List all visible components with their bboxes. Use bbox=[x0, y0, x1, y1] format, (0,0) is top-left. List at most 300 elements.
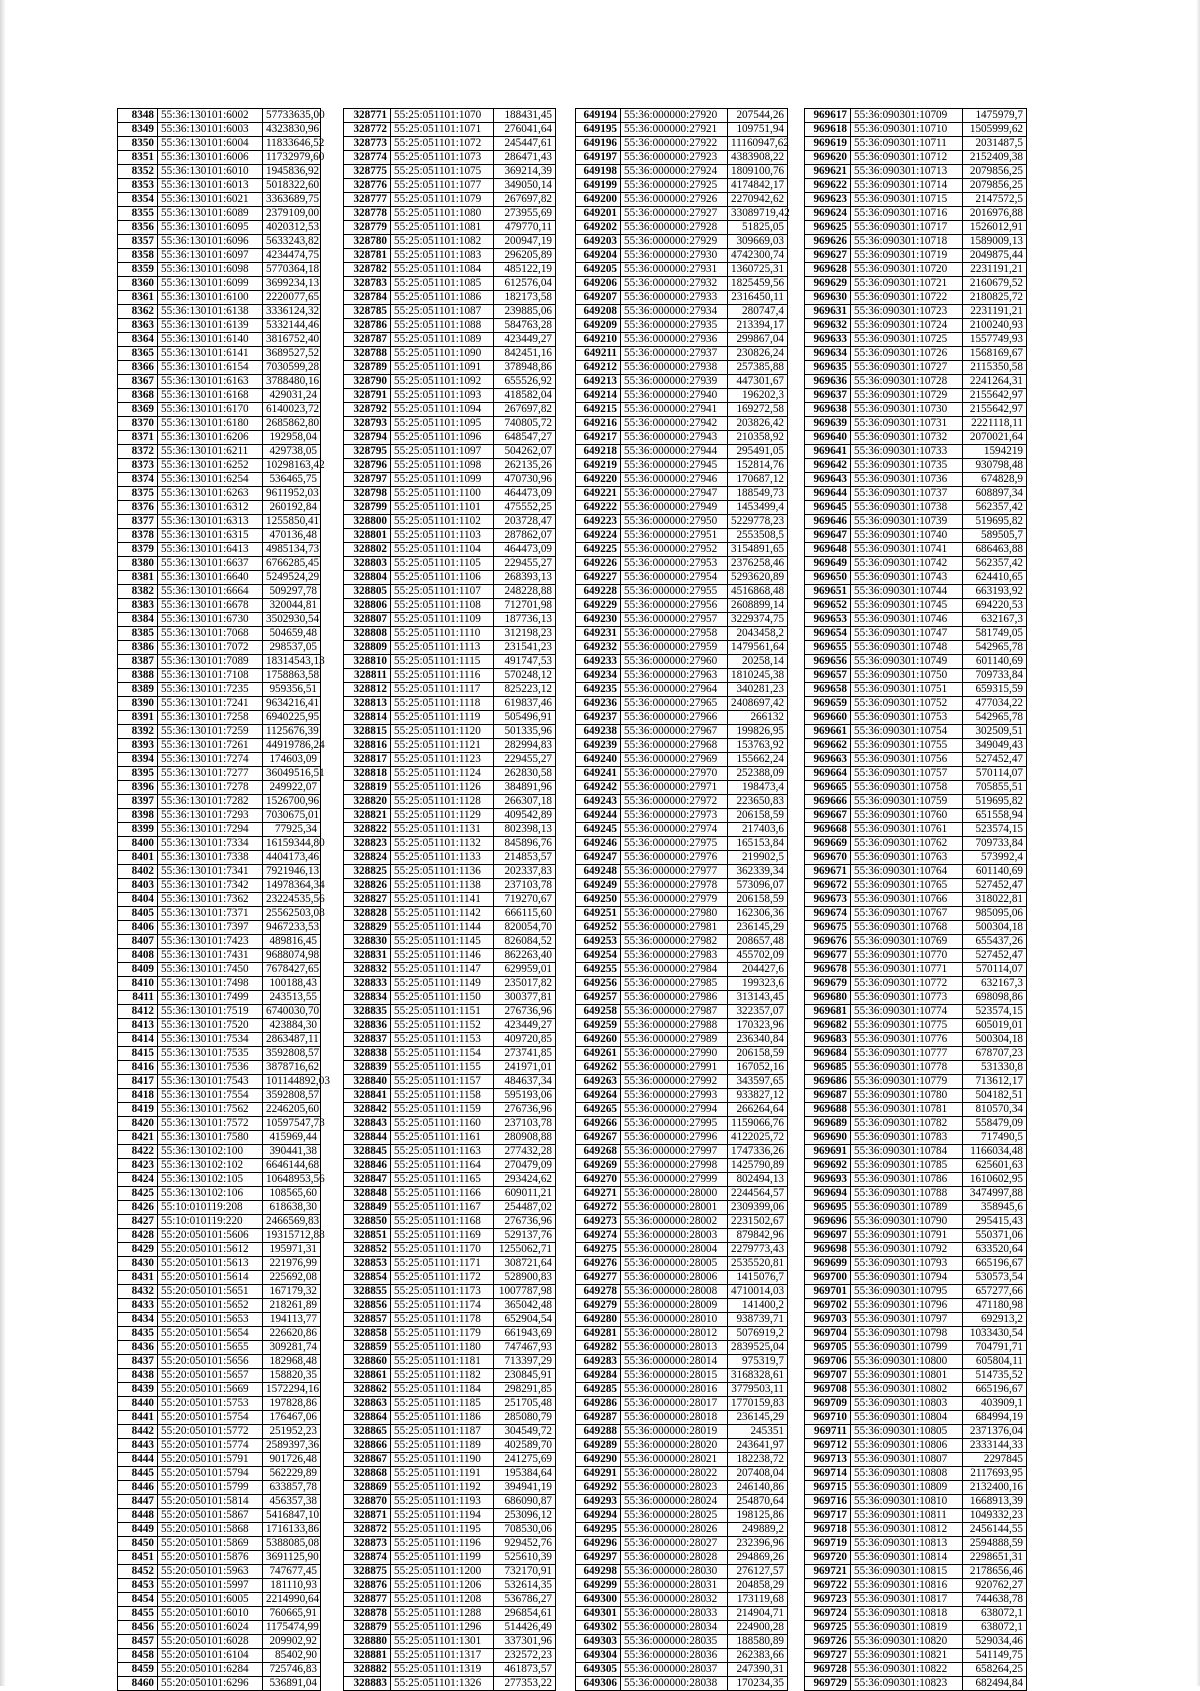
table-row bbox=[344, 165, 556, 179]
cadastral-number: 55:36:130101:7423 bbox=[158, 935, 263, 949]
cadastral-value: 2155642,97 bbox=[963, 389, 1027, 403]
table-row bbox=[805, 1229, 1027, 1243]
cadastral-number: 55:36:090301:10769 bbox=[851, 935, 963, 949]
cadastral-value: 6766285,45 bbox=[263, 557, 321, 571]
row-number: 649239 bbox=[576, 739, 621, 753]
cadastral-value: 3502930,54 bbox=[263, 613, 321, 627]
table-row bbox=[344, 123, 556, 137]
cadastral-value: 2079856,25 bbox=[963, 165, 1027, 179]
table-row bbox=[576, 1579, 788, 1593]
table-row bbox=[118, 585, 321, 599]
table-row bbox=[805, 1523, 1027, 1537]
row-number: 328795 bbox=[344, 445, 391, 459]
table-row bbox=[344, 543, 556, 557]
cadastral-number: 55:25:051101:1182 bbox=[391, 1369, 494, 1383]
cadastral-number: 55:36:000000:27921 bbox=[621, 123, 728, 137]
cadastral-value: 320044,81 bbox=[263, 599, 321, 613]
cadastral-value: 236145,29 bbox=[728, 1411, 788, 1425]
row-number: 8369 bbox=[118, 403, 158, 417]
cadastral-number: 55:20:050101:5799 bbox=[158, 1481, 263, 1495]
cadastral-number: 55:20:050101:5876 bbox=[158, 1551, 263, 1565]
row-number: 649270 bbox=[576, 1173, 621, 1187]
table-row bbox=[576, 1411, 788, 1425]
row-number: 649201 bbox=[576, 207, 621, 221]
cadastral-number: 55:36:000000:27936 bbox=[621, 333, 728, 347]
cadastral-value: 226620,86 bbox=[263, 1327, 321, 1341]
table-row bbox=[118, 935, 321, 949]
cadastral-value: 2685862,80 bbox=[263, 417, 321, 431]
cadastral-number: 55:36:090301:10752 bbox=[851, 697, 963, 711]
table-row bbox=[344, 683, 556, 697]
row-number: 328830 bbox=[344, 935, 391, 949]
cadastral-value: 2079856,25 bbox=[963, 179, 1027, 193]
table-row bbox=[118, 1341, 321, 1355]
cadastral-value: 262830,58 bbox=[494, 767, 556, 781]
cadastral-value: 2231191,21 bbox=[963, 263, 1027, 277]
cadastral-value: 632167,3 bbox=[963, 977, 1027, 991]
table-row bbox=[344, 1509, 556, 1523]
cadastral-number: 55:36:130101:7108 bbox=[158, 669, 263, 683]
cadastral-value: 202337,83 bbox=[494, 865, 556, 879]
cadastral-value: 747467,93 bbox=[494, 1341, 556, 1355]
row-number: 8432 bbox=[118, 1285, 158, 1299]
cadastral-number: 55:36:000000:28020 bbox=[621, 1439, 728, 1453]
cadastral-value: 11160947,62 bbox=[728, 137, 788, 151]
cadastral-value: 2031487,5 bbox=[963, 137, 1027, 151]
cadastral-number: 55:36:130101:6730 bbox=[158, 613, 263, 627]
table-row bbox=[576, 781, 788, 795]
cadastral-number: 55:25:051101:1174 bbox=[391, 1299, 494, 1313]
cadastral-number: 55:25:051101:1094 bbox=[391, 403, 494, 417]
table-row bbox=[344, 263, 556, 277]
cadastral-value: 479770,11 bbox=[494, 221, 556, 235]
table-row bbox=[576, 487, 788, 501]
row-number: 8424 bbox=[118, 1173, 158, 1187]
cadastral-number: 55:36:090301:10805 bbox=[851, 1425, 963, 1439]
table-row bbox=[805, 1453, 1027, 1467]
cadastral-value: 901726,48 bbox=[263, 1453, 321, 1467]
row-number: 649232 bbox=[576, 641, 621, 655]
cadastral-number: 55:36:000000:27968 bbox=[621, 739, 728, 753]
row-number: 649256 bbox=[576, 977, 621, 991]
row-number: 969631 bbox=[805, 305, 851, 319]
cadastral-value: 717490,5 bbox=[963, 1131, 1027, 1145]
cadastral-value: 2553508,5 bbox=[728, 529, 788, 543]
table-row bbox=[576, 459, 788, 473]
cadastral-value: 570248,12 bbox=[494, 669, 556, 683]
cadastral-value: 197828,86 bbox=[263, 1397, 321, 1411]
cadastral-number: 55:36:000000:27946 bbox=[621, 473, 728, 487]
cadastral-value: 5770364,18 bbox=[263, 263, 321, 277]
cadastral-number: 55:36:090301:10798 bbox=[851, 1327, 963, 1341]
cadastral-number: 55:36:130101:7534 bbox=[158, 1033, 263, 1047]
cadastral-value: 295415,43 bbox=[963, 1215, 1027, 1229]
cadastral-value: 5249524,29 bbox=[263, 571, 321, 585]
row-number: 328801 bbox=[344, 529, 391, 543]
table-row bbox=[118, 1439, 321, 1453]
cadastral-number: 55:36:130101:7235 bbox=[158, 683, 263, 697]
row-number: 969690 bbox=[805, 1131, 851, 1145]
table-row bbox=[805, 1509, 1027, 1523]
cadastral-value: 471180,98 bbox=[963, 1299, 1027, 1313]
scan-edge-right bbox=[1196, 0, 1200, 1686]
table-row bbox=[576, 207, 788, 221]
cadastral-number: 55:25:051101:1189 bbox=[391, 1439, 494, 1453]
table-row bbox=[576, 1635, 788, 1649]
row-number: 969700 bbox=[805, 1271, 851, 1285]
cadastral-number: 55:36:090301:10813 bbox=[851, 1537, 963, 1551]
cadastral-number: 55:25:051101:1194 bbox=[391, 1509, 494, 1523]
cadastral-value: 648547,27 bbox=[494, 431, 556, 445]
cadastral-number: 55:36:000000:27995 bbox=[621, 1117, 728, 1131]
cadastral-value: 826084,52 bbox=[494, 935, 556, 949]
table-row bbox=[805, 361, 1027, 375]
cadastral-value: 280908,88 bbox=[494, 1131, 556, 1145]
cadastral-number: 55:25:051101:1086 bbox=[391, 291, 494, 305]
cadastral-value: 249922,07 bbox=[263, 781, 321, 795]
cadastral-value: 455702,09 bbox=[728, 949, 788, 963]
row-number: 969697 bbox=[805, 1229, 851, 1243]
row-number: 969641 bbox=[805, 445, 851, 459]
cadastral-number: 55:36:000000:27985 bbox=[621, 977, 728, 991]
cadastral-value: 608897,34 bbox=[963, 487, 1027, 501]
row-number: 649195 bbox=[576, 123, 621, 137]
cadastral-number: 55:36:090301:10738 bbox=[851, 501, 963, 515]
row-number: 649246 bbox=[576, 837, 621, 851]
table-row bbox=[118, 1369, 321, 1383]
table-row bbox=[344, 837, 556, 851]
cadastral-number: 55:36:130101:7554 bbox=[158, 1089, 263, 1103]
cadastral-number: 55:36:090301:10751 bbox=[851, 683, 963, 697]
cadastral-number: 55:25:051101:1093 bbox=[391, 389, 494, 403]
row-number: 649272 bbox=[576, 1201, 621, 1215]
cadastral-value: 661943,69 bbox=[494, 1327, 556, 1341]
row-number: 649297 bbox=[576, 1551, 621, 1565]
row-number: 328806 bbox=[344, 599, 391, 613]
cadastral-number: 55:25:051101:1142 bbox=[391, 907, 494, 921]
cadastral-number: 55:25:051101:1115 bbox=[391, 655, 494, 669]
cadastral-value: 2839525,04 bbox=[728, 1341, 788, 1355]
cadastral-number: 55:36:090301:10778 bbox=[851, 1061, 963, 1075]
row-number: 8362 bbox=[118, 305, 158, 319]
cadastral-value: 7678427,65 bbox=[263, 963, 321, 977]
cadastral-number: 55:36:090301:10765 bbox=[851, 879, 963, 893]
cadastral-value: 19315712,88 bbox=[263, 1229, 321, 1243]
table-row bbox=[576, 977, 788, 991]
cadastral-value: 312198,23 bbox=[494, 627, 556, 641]
cadastral-value: 529034,46 bbox=[963, 1635, 1027, 1649]
table-row bbox=[118, 137, 321, 151]
cadastral-value: 2333144,33 bbox=[963, 1439, 1027, 1453]
table-row bbox=[805, 1467, 1027, 1481]
table-row bbox=[576, 907, 788, 921]
cadastral-value: 562229,89 bbox=[263, 1467, 321, 1481]
row-number: 8352 bbox=[118, 165, 158, 179]
table-row bbox=[576, 1341, 788, 1355]
table-row bbox=[118, 627, 321, 641]
cadastral-number: 55:25:051101:1141 bbox=[391, 893, 494, 907]
row-number: 328825 bbox=[344, 865, 391, 879]
cadastral-value: 224900,28 bbox=[728, 1621, 788, 1635]
table-row bbox=[118, 1299, 321, 1313]
table-row bbox=[344, 375, 556, 389]
cadastral-number: 55:36:090301:10811 bbox=[851, 1509, 963, 1523]
row-number: 969698 bbox=[805, 1243, 851, 1257]
cadastral-value: 77925,34 bbox=[263, 823, 321, 837]
cadastral-value: 402589,70 bbox=[494, 1439, 556, 1453]
row-number: 649262 bbox=[576, 1061, 621, 1075]
row-number: 649215 bbox=[576, 403, 621, 417]
table-row bbox=[118, 725, 321, 739]
table-row bbox=[805, 1621, 1027, 1635]
cadastral-value: 1425790,89 bbox=[728, 1159, 788, 1173]
row-number: 8390 bbox=[118, 697, 158, 711]
cadastral-number: 55:36:130101:6640 bbox=[158, 571, 263, 585]
cadastral-value: 725746,83 bbox=[263, 1663, 321, 1677]
row-number: 328872 bbox=[344, 1523, 391, 1537]
cadastral-value: 509297,78 bbox=[263, 585, 321, 599]
cadastral-value: 485122,19 bbox=[494, 263, 556, 277]
table-row bbox=[344, 1369, 556, 1383]
cadastral-value: 195384,64 bbox=[494, 1467, 556, 1481]
cadastral-value: 187736,13 bbox=[494, 613, 556, 627]
row-number: 649245 bbox=[576, 823, 621, 837]
row-number: 969655 bbox=[805, 641, 851, 655]
cadastral-value: 378948,86 bbox=[494, 361, 556, 375]
row-number: 8413 bbox=[118, 1019, 158, 1033]
row-number: 328833 bbox=[344, 977, 391, 991]
row-number: 969671 bbox=[805, 865, 851, 879]
row-number: 8402 bbox=[118, 865, 158, 879]
cadastral-number: 55:36:130101:6139 bbox=[158, 319, 263, 333]
cadastral-number: 55:36:000000:27979 bbox=[621, 893, 728, 907]
cadastral-value: 1758863,58 bbox=[263, 669, 321, 683]
cadastral-number: 55:36:000000:27978 bbox=[621, 879, 728, 893]
table-row bbox=[576, 1397, 788, 1411]
table-row bbox=[576, 613, 788, 627]
cadastral-number: 55:36:000000:27980 bbox=[621, 907, 728, 921]
cadastral-number: 55:36:000000:27937 bbox=[621, 347, 728, 361]
table-row bbox=[118, 305, 321, 319]
cadastral-number: 55:36:000000:27971 bbox=[621, 781, 728, 795]
table-row bbox=[576, 1537, 788, 1551]
table-row bbox=[576, 1117, 788, 1131]
cadastral-number: 55:36:000000:27973 bbox=[621, 809, 728, 823]
cadastral-number: 55:36:130101:6163 bbox=[158, 375, 263, 389]
row-number: 969680 bbox=[805, 991, 851, 1005]
row-number: 969640 bbox=[805, 431, 851, 445]
row-number: 649236 bbox=[576, 697, 621, 711]
cadastral-number: 55:36:130101:7362 bbox=[158, 893, 263, 907]
table-row bbox=[805, 1075, 1027, 1089]
row-number: 8364 bbox=[118, 333, 158, 347]
table-row bbox=[576, 1593, 788, 1607]
cadastral-number: 55:20:050101:6010 bbox=[158, 1607, 263, 1621]
cadastral-value: 2608899,14 bbox=[728, 599, 788, 613]
cadastral-number: 55:36:000000:28038 bbox=[621, 1677, 728, 1691]
cadastral-number: 55:25:051101:1296 bbox=[391, 1621, 494, 1635]
cadastral-value: 10298163,42 bbox=[263, 459, 321, 473]
table-row bbox=[118, 1355, 321, 1369]
table-row bbox=[344, 1411, 556, 1425]
table-row bbox=[118, 1383, 321, 1397]
table-row bbox=[805, 683, 1027, 697]
table-row bbox=[576, 921, 788, 935]
cadastral-value: 5293620,89 bbox=[728, 571, 788, 585]
table-row bbox=[344, 991, 556, 1005]
cadastral-value: 558479,09 bbox=[963, 1117, 1027, 1131]
table-row bbox=[118, 1495, 321, 1509]
row-number: 969647 bbox=[805, 529, 851, 543]
table-row bbox=[344, 179, 556, 193]
row-number: 328802 bbox=[344, 543, 391, 557]
row-number: 8456 bbox=[118, 1621, 158, 1635]
row-number: 8440 bbox=[118, 1397, 158, 1411]
table-row bbox=[576, 1271, 788, 1285]
cadastral-value: 248228,88 bbox=[494, 585, 556, 599]
table-row bbox=[805, 1173, 1027, 1187]
table-row bbox=[344, 1327, 556, 1341]
cadastral-number: 55:20:050101:6284 bbox=[158, 1663, 263, 1677]
table-row bbox=[344, 305, 556, 319]
table-row bbox=[344, 1061, 556, 1075]
table-row bbox=[576, 725, 788, 739]
cadastral-value: 229455,27 bbox=[494, 557, 556, 571]
row-number: 969685 bbox=[805, 1061, 851, 1075]
table-row bbox=[805, 809, 1027, 823]
row-number: 328853 bbox=[344, 1257, 391, 1271]
cadastral-value: 651558,94 bbox=[963, 809, 1027, 823]
row-number: 328856 bbox=[344, 1299, 391, 1313]
cadastral-number: 55:25:051101:1172 bbox=[391, 1271, 494, 1285]
cadastral-value: 230826,24 bbox=[728, 347, 788, 361]
row-number: 969728 bbox=[805, 1663, 851, 1677]
cadastral-number: 55:36:090301:10758 bbox=[851, 781, 963, 795]
cadastral-number: 55:36:000000:27951 bbox=[621, 529, 728, 543]
cadastral-value: 845896,76 bbox=[494, 837, 556, 851]
row-number: 649299 bbox=[576, 1579, 621, 1593]
cadastral-number: 55:25:051101:1106 bbox=[391, 571, 494, 585]
row-number: 328850 bbox=[344, 1215, 391, 1229]
row-number: 969727 bbox=[805, 1649, 851, 1663]
cadastral-number: 55:20:050101:5753 bbox=[158, 1397, 263, 1411]
cadastral-value: 5229778,23 bbox=[728, 515, 788, 529]
row-number: 328797 bbox=[344, 473, 391, 487]
cadastral-value: 267697,82 bbox=[494, 193, 556, 207]
table-row bbox=[576, 109, 788, 123]
row-number: 328876 bbox=[344, 1579, 391, 1593]
row-number: 328787 bbox=[344, 333, 391, 347]
cadastral-number: 55:36:000000:27938 bbox=[621, 361, 728, 375]
row-number: 969653 bbox=[805, 613, 851, 627]
cadastral-number: 55:25:051101:1123 bbox=[391, 753, 494, 767]
table-row bbox=[344, 1103, 556, 1117]
row-number: 8423 bbox=[118, 1159, 158, 1173]
cadastral-value: 298291,85 bbox=[494, 1383, 556, 1397]
row-number: 8460 bbox=[118, 1677, 158, 1691]
row-number: 8453 bbox=[118, 1579, 158, 1593]
cadastral-value: 4323830,96 bbox=[263, 123, 321, 137]
row-number: 969679 bbox=[805, 977, 851, 991]
cadastral-number: 55:36:000000:27928 bbox=[621, 221, 728, 235]
cadastral-number: 55:36:130101:7499 bbox=[158, 991, 263, 1005]
table-row bbox=[344, 403, 556, 417]
table-row bbox=[576, 823, 788, 837]
table-row bbox=[805, 1383, 1027, 1397]
table-row bbox=[576, 333, 788, 347]
table-row bbox=[576, 1509, 788, 1523]
row-number: 328834 bbox=[344, 991, 391, 1005]
cadastral-number: 55:36:000000:27944 bbox=[621, 445, 728, 459]
cadastral-value: 536891,04 bbox=[263, 1677, 321, 1691]
table-row bbox=[344, 1467, 556, 1481]
cadastral-value: 1255062,71 bbox=[494, 1243, 556, 1257]
cadastral-value: 531330,8 bbox=[963, 1061, 1027, 1075]
cadastral-number: 55:36:130101:7543 bbox=[158, 1075, 263, 1089]
row-number: 649268 bbox=[576, 1145, 621, 1159]
cadastral-number: 55:25:051101:1199 bbox=[391, 1551, 494, 1565]
cadastral-number: 55:25:051101:1077 bbox=[391, 179, 494, 193]
row-number: 8373 bbox=[118, 459, 158, 473]
cadastral-value: 4020312,53 bbox=[263, 221, 321, 235]
cadastral-number: 55:20:050101:5612 bbox=[158, 1243, 263, 1257]
cadastral-value: 1166034,48 bbox=[963, 1145, 1027, 1159]
table-row bbox=[118, 1033, 321, 1047]
table-row bbox=[344, 515, 556, 529]
row-number: 969639 bbox=[805, 417, 851, 431]
cadastral-number: 55:36:000000:28034 bbox=[621, 1621, 728, 1635]
cadastral-value: 219902,5 bbox=[728, 851, 788, 865]
row-number: 8450 bbox=[118, 1537, 158, 1551]
row-number: 8383 bbox=[118, 599, 158, 613]
row-number: 8351 bbox=[118, 151, 158, 165]
cadastral-number: 55:25:051101:1196 bbox=[391, 1537, 494, 1551]
row-number: 328820 bbox=[344, 795, 391, 809]
cadastral-value: 5332144,46 bbox=[263, 319, 321, 333]
row-number: 328841 bbox=[344, 1089, 391, 1103]
table-row bbox=[576, 529, 788, 543]
cadastral-value: 570114,07 bbox=[963, 963, 1027, 977]
cadastral-number: 55:25:051101:1186 bbox=[391, 1411, 494, 1425]
row-number: 328792 bbox=[344, 403, 391, 417]
cadastral-value: 523574,15 bbox=[963, 823, 1027, 837]
table-row bbox=[576, 263, 788, 277]
row-number: 8407 bbox=[118, 935, 158, 949]
row-number: 649202 bbox=[576, 221, 621, 235]
table-row bbox=[344, 1481, 556, 1495]
cadastral-value: 1159066,76 bbox=[728, 1117, 788, 1131]
table-row bbox=[576, 1047, 788, 1061]
row-number: 649259 bbox=[576, 1019, 621, 1033]
table-row bbox=[576, 1061, 788, 1075]
table-row bbox=[344, 585, 556, 599]
row-number: 969701 bbox=[805, 1285, 851, 1299]
table-row bbox=[344, 207, 556, 221]
table-row bbox=[118, 1327, 321, 1341]
cadastral-number: 55:36:090301:10736 bbox=[851, 473, 963, 487]
cadastral-value: 165153,84 bbox=[728, 837, 788, 851]
table-row bbox=[118, 333, 321, 347]
cadastral-number: 55:25:051101:1160 bbox=[391, 1117, 494, 1131]
row-number: 328842 bbox=[344, 1103, 391, 1117]
cadastral-value: 1809100,76 bbox=[728, 165, 788, 179]
cadastral-value: 343597,65 bbox=[728, 1075, 788, 1089]
table-row bbox=[576, 1145, 788, 1159]
row-number: 649282 bbox=[576, 1341, 621, 1355]
table-row bbox=[805, 1117, 1027, 1131]
table-row bbox=[344, 823, 556, 837]
cadastral-number: 55:36:090301:10748 bbox=[851, 641, 963, 655]
